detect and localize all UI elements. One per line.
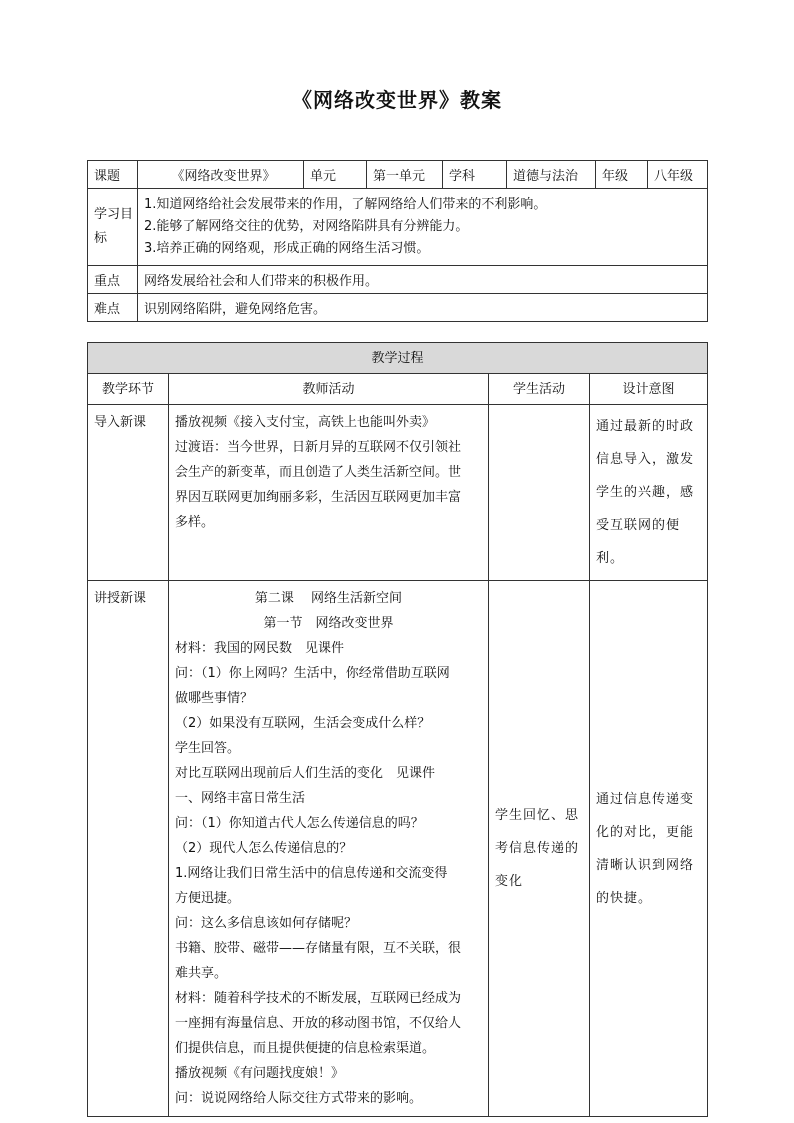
teacher-line: 播放视频《接入支付宝，高铁上也能叫外卖》 [175, 415, 436, 430]
intent-line: 化的对比，更能 [596, 824, 695, 840]
topic-value: 《网络改变世界》 [138, 161, 304, 189]
objectives-list [138, 189, 708, 266]
difficulty-value: 识别网络陷阱，避免网络危害。 [138, 294, 708, 322]
key-label: 重点 [88, 266, 138, 294]
objective-item: 1.知道网络给社会发展带来的作用，了解网络给人们带来的不利影响。 [144, 197, 547, 212]
intent-line: 学生的兴趣，感 [596, 485, 695, 500]
objectives-label: 学习目标 [88, 189, 138, 266]
process-header-row [88, 374, 708, 405]
header-teacher: 教师活动 [169, 374, 489, 405]
teacher-line: （2）现代人怎么传递信息的？ [175, 841, 353, 856]
teacher-line: 1.网络让我们日常生活中的信息传递和交流变得 [175, 866, 448, 881]
teacher-line: 一、网络丰富日常生活 [175, 791, 306, 806]
teacher-line: 多样。 [175, 515, 215, 530]
unit-value: 第一单元 [367, 161, 443, 189]
student-line: 学生回忆、思 [495, 808, 580, 823]
process-title-row [88, 343, 708, 374]
teacher-line: 问：这么多信息该如何存储呢？ [175, 916, 358, 931]
grade-value: 八年级 [648, 161, 708, 189]
teacher-line: 难共享。 [175, 966, 228, 981]
info-row-objectives [88, 189, 708, 266]
student-activity [489, 405, 590, 581]
intent-line: 清晰认识到网络 [596, 857, 695, 873]
teacher-line: 一座拥有海量信息、开放的移动图书馆，不仅给人 [175, 1016, 462, 1031]
info-row-topic [88, 161, 708, 189]
lesson-info-table [87, 160, 708, 322]
student-line: 考信息传递的 [495, 841, 580, 856]
teacher-line: 播放视频《有问题找度娘！》 [175, 1066, 345, 1081]
header-intent: 设计意图 [590, 374, 708, 405]
stage-cell: 导入新课 [88, 405, 169, 581]
teacher-activity [169, 581, 489, 1117]
header-stage: 教学环节 [88, 374, 169, 405]
objective-item: 3.培养正确的网络观，形成正确的网络生活习惯。 [144, 241, 430, 256]
teacher-line: 方便迅捷。 [175, 891, 241, 906]
student-activity [489, 581, 590, 1117]
teacher-line: （2）如果没有互联网，生活会变成什么样？ [175, 716, 431, 731]
info-row-difficulty [88, 294, 708, 322]
intent-line: 受互联网的便利。 [596, 518, 681, 566]
info-row-key [88, 266, 708, 294]
teacher-line: 过渡语：当今世界，日新月异的互联网不仅引领社 [175, 440, 462, 455]
intent-line: 通过信息传递变 [596, 791, 695, 807]
teacher-line: 材料：我国的网民数 见课件 [175, 641, 345, 656]
teacher-line: 书籍、胶带、磁带——存储量有限，互不关联，很 [175, 941, 462, 956]
objective-item: 2.能够了解网络交往的优势，对网络陷阱具有分辨能力。 [144, 219, 469, 234]
page-title: 《网络改变世界》教案 [292, 88, 502, 112]
design-intent [590, 581, 708, 1117]
process-title: 教学过程 [88, 343, 708, 374]
intent-line: 信息导入，激发 [596, 452, 695, 467]
teacher-line: 做哪些事情？ [175, 691, 254, 706]
teacher-line: 学生回答。 [175, 741, 241, 756]
teacher-line: 对比互联网出现前后人们生活的变化 见课件 [175, 766, 436, 781]
header-student: 学生活动 [489, 374, 590, 405]
teacher-line: 第一节 网络改变世界 [263, 616, 394, 631]
process-row-new-lesson [88, 581, 708, 1117]
difficulty-label: 难点 [88, 294, 138, 322]
student-line: 变化 [495, 874, 524, 889]
grade-label: 年级 [596, 161, 648, 189]
teacher-line: 会生产的新变革，而且创造了人类生活新空间。世 [175, 465, 462, 480]
teacher-line: 问：说说网络给人际交往方式带来的影响。 [175, 1091, 423, 1106]
teacher-line: 材料：随着科学技术的不断发展，互联网已经成为 [175, 991, 462, 1006]
intent-line: 的快捷。 [596, 890, 653, 906]
design-intent [590, 405, 708, 581]
stage-cell: 讲授新课 [88, 581, 169, 1117]
teacher-line: 们提供信息，而且提供便捷的信息检索渠道。 [175, 1041, 436, 1056]
unit-label: 单元 [304, 161, 367, 189]
teacher-line: 问：（1）你知道古代人怎么传递信息的吗？ [175, 816, 424, 831]
teacher-line: 界因互联网更加绚丽多彩，生活因互联网更加丰富 [175, 490, 462, 505]
topic-label: 课题 [88, 161, 138, 189]
key-value: 网络发展给社会和人们带来的积极作用。 [138, 266, 708, 294]
process-row-intro [88, 405, 708, 581]
teaching-process-table [87, 342, 708, 1117]
subject-label: 学科 [443, 161, 507, 189]
teacher-line: 问：（1）你上网吗？生活中，你经常借助互联网 [175, 666, 450, 681]
teacher-line: 第二课 网络生活新空间 [254, 591, 403, 606]
intent-line: 通过最新的时政 [596, 419, 695, 434]
subject-value: 道德与法治 [507, 161, 596, 189]
teacher-activity [169, 405, 489, 581]
